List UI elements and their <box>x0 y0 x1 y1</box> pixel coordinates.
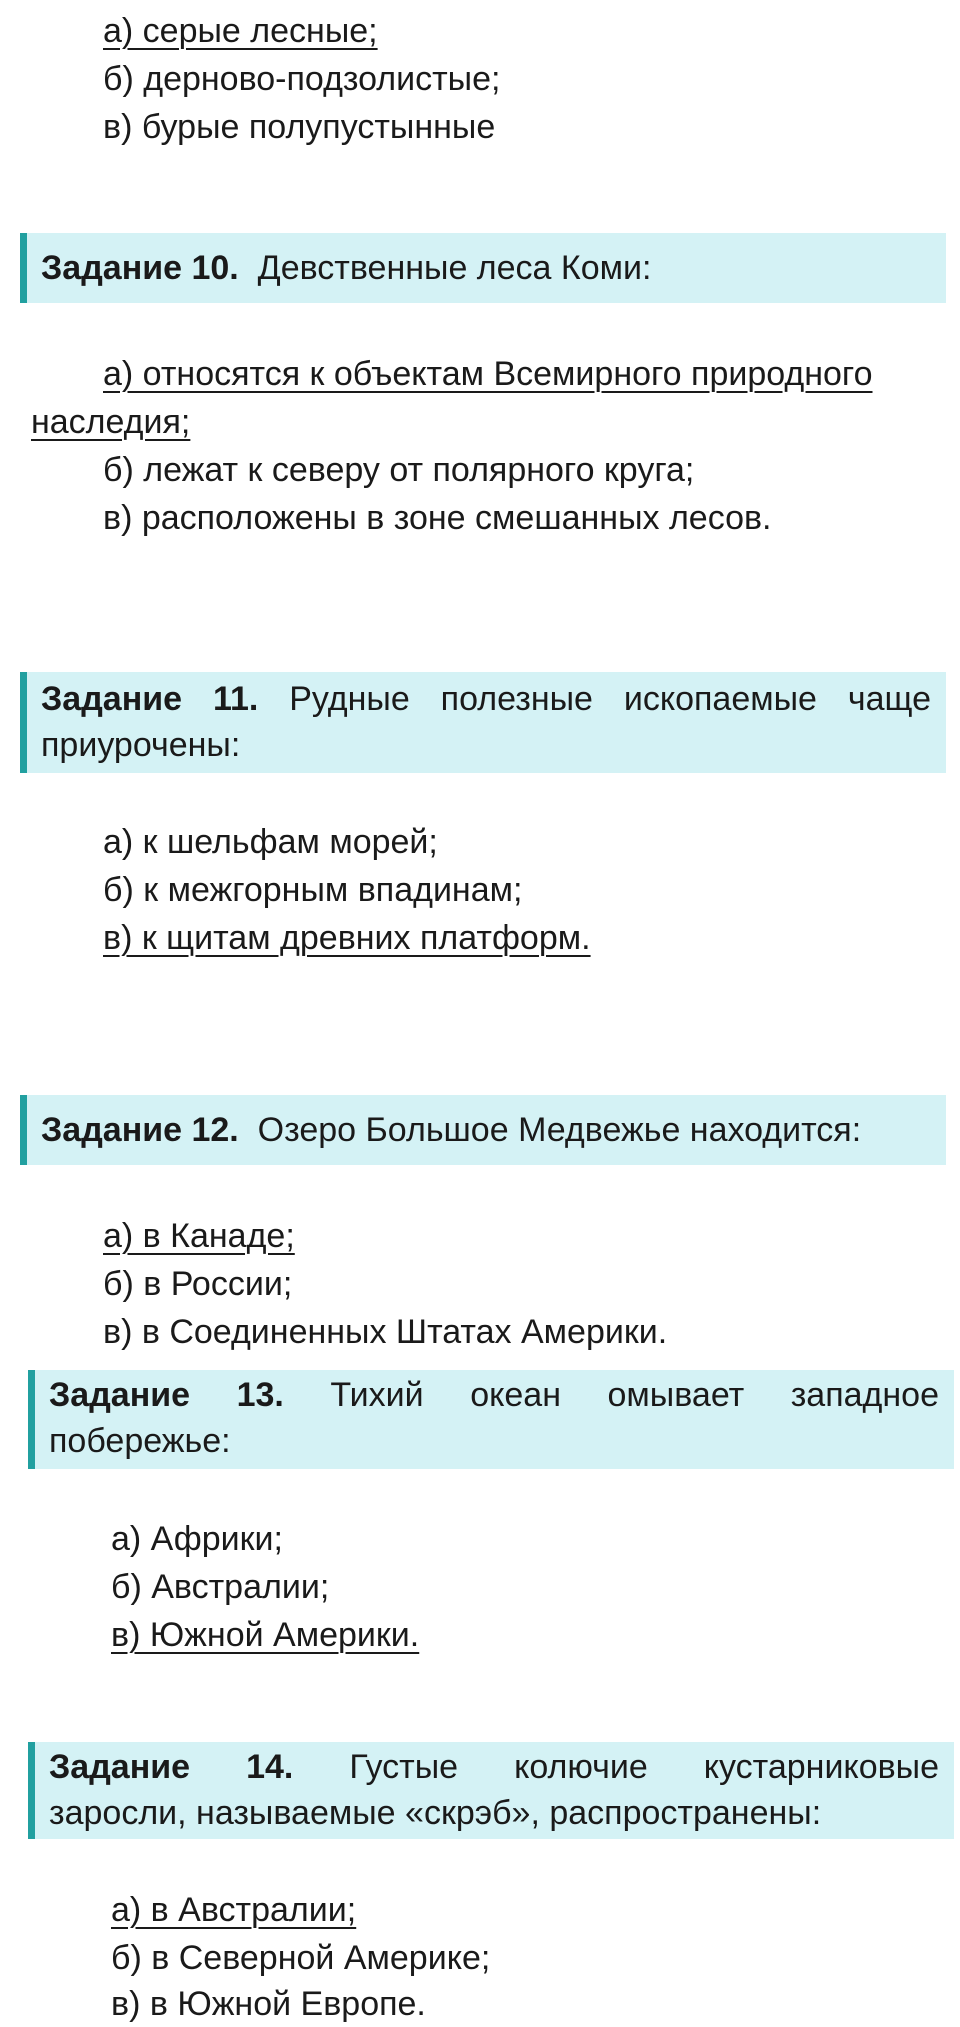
task-13-option-b: б) Австралии; <box>111 1568 330 1606</box>
task-10-option-c: в) расположены в зоне смешанных лесов. <box>103 499 772 537</box>
task-14-option-b: б) в Северной Америке; <box>111 1939 491 1977</box>
task-11-label: Задание 11. <box>41 680 259 718</box>
task-10-option-a-line2: наследия; <box>31 403 191 441</box>
task-13-question-line1: Тихий океан омывает западное <box>330 1376 939 1414</box>
task-12-option-a: а) в Канаде; <box>103 1217 295 1255</box>
task-12-header <box>20 1095 946 1165</box>
task-14-label: Задание 14. <box>49 1748 294 1786</box>
task-14-question-line1: Густые колючие кустарниковые <box>349 1748 940 1786</box>
task-13-label: Задание 13. <box>49 1376 284 1414</box>
task-10-option-a-line1: а) относятся к объектам Всемирного природного <box>103 355 873 393</box>
task-10-option-b: б) лежат к северу от полярного круга; <box>103 451 695 489</box>
task-13-header <box>28 1370 954 1469</box>
task-12-question: Озеро Большое Медвежье находится: <box>257 1111 862 1149</box>
task-11-header <box>20 672 946 773</box>
answer-option-a: а) серые лесные; <box>103 12 378 50</box>
task-12-option-c: в) в Соединенных Штатах Америки. <box>103 1313 668 1351</box>
answer-option-b: б) дерново-подзолистые; <box>103 60 501 98</box>
task-14-question-line2: заросли, называемые «скрэб», распространены: <box>49 1794 822 1832</box>
task-12-option-b: б) в России; <box>103 1265 293 1303</box>
task-14-option-a: а) в Австралии; <box>111 1891 357 1929</box>
task-12-label: Задание 12. <box>41 1111 239 1149</box>
task-10-question: Девственные леса Коми: <box>257 249 652 287</box>
task-14-header <box>28 1742 954 1839</box>
answer-option-c: в) бурые полупустынные <box>103 108 496 146</box>
task-11-option-a: а) к шельфам морей; <box>103 823 438 861</box>
task-11-question-line1: Рудные полезные ископаемые чаще <box>289 680 931 718</box>
task-13-option-a: а) Африки; <box>111 1520 283 1558</box>
task-10-label: Задание 10. <box>41 249 239 287</box>
task-11-question-line2: приурочены: <box>41 726 241 764</box>
task-13-question-line2: побережье: <box>49 1422 231 1460</box>
task-13-option-c: в) Южной Америки. <box>111 1616 420 1654</box>
task-11-option-b: б) к межгорным впадинам; <box>103 871 523 909</box>
task-14-option-c: в) в Южной Европе. <box>111 1985 426 2023</box>
task-10-header <box>20 233 946 303</box>
task-11-option-c: в) к щитам древних платформ. <box>103 919 591 957</box>
